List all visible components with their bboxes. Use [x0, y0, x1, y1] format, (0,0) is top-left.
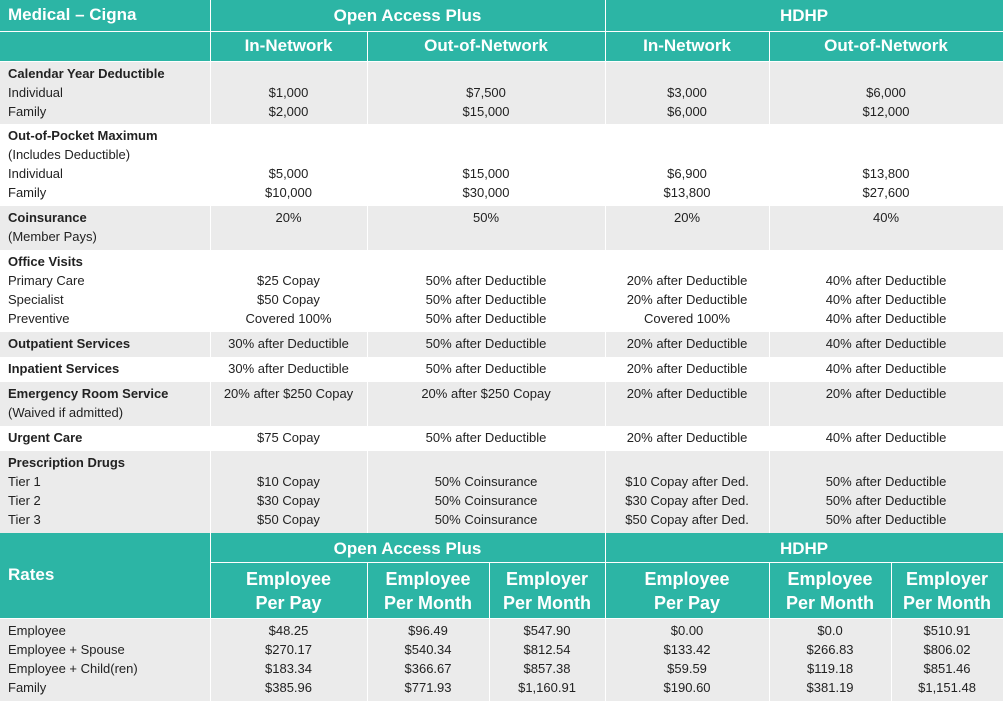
benefit-value-cell — [769, 426, 1003, 451]
benefit-row — [0, 426, 1003, 451]
benefit-label — [0, 382, 210, 426]
benefit-value-cell — [210, 426, 367, 451]
rates-title: Rates — [0, 533, 210, 618]
benefit-value-cell — [367, 124, 605, 206]
benefit-value: 50% after Deductible — [825, 493, 947, 508]
benefit-row — [0, 250, 1003, 332]
rate-value-cell — [605, 618, 769, 701]
benefit-value-cell — [367, 332, 605, 357]
benefit-value-cell — [769, 124, 1003, 206]
rates-row — [0, 618, 1003, 701]
benefit-label — [0, 426, 210, 451]
benefit-value-cell — [769, 61, 1003, 124]
benefit-label — [0, 124, 210, 206]
benefit-label — [0, 332, 210, 357]
benefit-value-cell — [605, 206, 769, 250]
rate-column-header-line: Per Pay — [255, 592, 322, 613]
rate-value: $1,151.48 — [918, 679, 976, 695]
rate-value: $381.19 — [806, 679, 854, 695]
benefit-value-cell — [367, 382, 605, 426]
benefit-value: $6,000 — [866, 84, 906, 100]
benefit-label-line: Family — [8, 103, 47, 119]
rate-value: $366.67 — [404, 660, 452, 676]
benefit-value: 40% after Deductible — [825, 361, 947, 376]
rate-value: $0.00 — [670, 622, 704, 638]
rate-tier-label: Family — [8, 679, 47, 695]
rate-column-header — [367, 562, 489, 618]
network-label: In-Network — [210, 31, 367, 61]
benefit-row — [0, 61, 1003, 124]
medical-title: Medical – Cigna — [0, 0, 210, 31]
network-label: Out-of-Network — [769, 31, 1003, 61]
benefit-value: 50% after Deductible — [425, 336, 547, 351]
benefit-value-cell — [367, 61, 605, 124]
benefit-value: $2,000 — [268, 103, 309, 119]
rate-value: $812.54 — [523, 641, 571, 657]
rate-value-cell — [891, 618, 1003, 701]
benefit-value: 30% after Deductible — [228, 361, 349, 376]
benefit-value: 40% after Deductible — [825, 292, 947, 307]
rate-column-header-line: Per Pay — [654, 592, 721, 613]
benefit-label-line: Inpatient Services — [8, 361, 120, 376]
benefit-value: 20% after $250 Copay — [421, 386, 551, 401]
value-spacer — [211, 145, 367, 164]
benefit-label-line: Tier 2 — [8, 493, 41, 508]
rate-column-header — [891, 562, 1003, 618]
value-spacer — [606, 126, 769, 145]
benefit-label — [0, 250, 210, 332]
benefit-value: $13,800 — [862, 166, 910, 181]
benefit-label — [0, 61, 210, 124]
benefit-value: $6,000 — [667, 103, 707, 119]
rate-value: $510.91 — [923, 622, 971, 638]
benefit-label-line: Specialist — [8, 292, 64, 307]
benefit-value-cell — [210, 382, 367, 426]
benefit-label-line: Office Visits — [8, 254, 83, 269]
benefit-value: $10,000 — [265, 185, 312, 200]
network-label: Out-of-Network — [367, 31, 605, 61]
rate-value: $119.18 — [807, 660, 854, 676]
benefit-value: 20% — [674, 210, 701, 225]
rate-value: $771.93 — [404, 679, 452, 695]
benefit-value: 20% after Deductible — [626, 361, 748, 376]
rate-value: $851.46 — [923, 660, 971, 676]
benefit-value: $50 Copay — [257, 292, 320, 307]
plan-name-hdhp: HDHP — [605, 0, 1003, 31]
benefit-label-line: Out-of-Pocket Maximum — [8, 128, 158, 143]
header-spacer — [0, 31, 210, 61]
benefit-label-line: Calendar Year Deductible — [8, 65, 165, 81]
benefit-label-line: Outpatient Services — [8, 336, 131, 351]
rate-value: $266.83 — [806, 641, 854, 657]
benefit-value: $30 Copay after Ded. — [625, 493, 749, 508]
benefit-value: $30 Copay — [257, 493, 320, 508]
rate-column-header — [489, 562, 605, 618]
benefit-value: $1,000 — [268, 84, 309, 100]
rate-column-header-line: Per Month — [786, 592, 875, 613]
rate-value: $96.49 — [408, 622, 448, 638]
plan-name-hdhp: HDHP — [605, 533, 1003, 562]
benefit-value-cell — [210, 357, 367, 382]
benefit-value: 40% after Deductible — [825, 430, 947, 445]
benefit-value: Covered 100% — [245, 311, 332, 326]
rates-header-row — [0, 533, 1003, 562]
benefit-value-cell — [210, 250, 367, 332]
benefit-row — [0, 382, 1003, 426]
benefit-value-cell — [210, 206, 367, 250]
value-spacer — [770, 145, 1003, 164]
benefit-label-line: Coinsurance — [8, 210, 87, 225]
rate-value: $540.34 — [404, 641, 452, 657]
rate-column-header-line: Employer — [906, 568, 989, 589]
benefit-label — [0, 451, 210, 533]
rate-tier-label: Employee — [8, 622, 66, 638]
rate-column-header — [210, 562, 367, 618]
benefit-value: 40% after Deductible — [825, 311, 947, 326]
benefit-value-cell — [769, 206, 1003, 250]
benefit-value: $75 Copay — [257, 430, 320, 445]
benefit-value-cell — [367, 426, 605, 451]
benefit-value: 50% after Deductible — [425, 430, 547, 445]
benefit-label-line: Preventive — [8, 311, 70, 326]
benefit-value-cell — [210, 332, 367, 357]
benefit-value: $10 Copay — [257, 474, 320, 489]
value-spacer — [368, 145, 605, 164]
rate-value: $270.17 — [265, 641, 312, 657]
value-spacer — [770, 64, 1003, 83]
rate-value: $857.38 — [523, 660, 571, 676]
benefit-row — [0, 206, 1003, 250]
benefit-value: $10 Copay after Ded. — [625, 474, 749, 489]
benefit-value: $12,000 — [862, 103, 910, 119]
value-spacer — [211, 64, 367, 83]
benefit-label — [0, 357, 210, 382]
benefit-value-cell — [367, 206, 605, 250]
network-label: In-Network — [605, 31, 769, 61]
rate-column-header-line: Employer — [506, 568, 589, 589]
benefit-value-cell — [605, 61, 769, 124]
benefit-label-line: Urgent Care — [8, 430, 83, 445]
rate-column-header-line: Per Month — [503, 592, 592, 613]
benefit-value-cell — [769, 332, 1003, 357]
rate-value: $1,160.91 — [518, 679, 576, 695]
rate-value: $547.90 — [523, 622, 571, 638]
network-header-row — [0, 31, 1003, 61]
rate-value: $59.59 — [667, 660, 707, 676]
value-spacer — [770, 252, 1003, 271]
value-spacer — [606, 252, 769, 271]
rate-value-cell — [769, 618, 891, 701]
value-spacer — [211, 126, 367, 145]
benefit-label-line: Individual — [8, 84, 63, 100]
benefit-value-cell — [605, 426, 769, 451]
benefit-value-cell — [769, 250, 1003, 332]
value-spacer — [606, 64, 769, 83]
benefit-label-line: Tier 3 — [8, 512, 41, 527]
rate-column-header-line: Employee — [644, 568, 730, 589]
benefit-value: $13,800 — [663, 185, 711, 200]
benefit-value-cell — [605, 357, 769, 382]
medical-header-row — [0, 0, 1003, 31]
rate-column-header-line: Per Month — [384, 592, 472, 613]
benefit-label-line: Tier 1 — [8, 474, 41, 489]
rate-value: $48.25 — [268, 622, 309, 638]
benefit-value: $7,500 — [466, 84, 506, 100]
value-spacer — [368, 126, 605, 145]
benefit-value: 20% after Deductible — [626, 430, 748, 445]
value-spacer — [770, 126, 1003, 145]
benefit-value: $6,900 — [667, 166, 707, 181]
benefit-value-cell — [367, 357, 605, 382]
benefit-value: $5,000 — [268, 166, 309, 181]
benefit-label-line: Primary Care — [8, 273, 85, 288]
benefit-value-cell — [769, 451, 1003, 533]
benefit-value: 20% after Deductible — [825, 386, 947, 401]
benefit-value: $50 Copay — [257, 512, 320, 527]
benefit-value-cell — [605, 451, 769, 533]
benefit-value-cell — [605, 382, 769, 426]
benefit-value: 50% after Deductible — [425, 311, 547, 326]
benefit-value-cell — [210, 124, 367, 206]
rate-value: $0.0 — [817, 622, 843, 638]
rate-value: $385.96 — [265, 679, 312, 695]
benefit-value-cell — [605, 332, 769, 357]
rate-column-header-line: Employee — [385, 568, 471, 589]
benefit-label-line: (Includes Deductible) — [8, 147, 131, 162]
benefit-value: 50% — [473, 210, 500, 225]
benefit-value-cell — [769, 382, 1003, 426]
benefit-value-cell — [210, 451, 367, 533]
benefit-label-line: Emergency Room Service — [8, 386, 169, 401]
benefit-value: 50% Coinsurance — [434, 512, 538, 527]
benefit-row — [0, 124, 1003, 206]
benefit-value: 20% after Deductible — [626, 292, 748, 307]
benefit-value: 20% after $250 Copay — [223, 386, 354, 401]
benefit-value: 50% after Deductible — [425, 292, 547, 307]
rate-tier-label: Employee + Child(ren) — [8, 660, 138, 676]
value-spacer — [606, 453, 769, 472]
rate-value: $183.34 — [265, 660, 312, 676]
rate-value: $133.42 — [663, 641, 711, 657]
rate-value-cell — [210, 618, 367, 701]
rate-column-header-line: Employee — [245, 568, 332, 589]
benefit-value: $3,000 — [667, 84, 707, 100]
rate-column-header-line: Employee — [787, 568, 873, 589]
rate-column-header — [769, 562, 891, 618]
benefit-value: $25 Copay — [257, 273, 320, 288]
rate-value: $190.60 — [663, 679, 711, 695]
value-spacer — [770, 453, 1003, 472]
plan-name-open-access-plus: Open Access Plus — [210, 0, 605, 31]
benefit-label-line: (Member Pays) — [8, 229, 97, 244]
benefit-value: $27,600 — [862, 185, 910, 200]
benefit-value: $30,000 — [462, 185, 510, 200]
value-spacer — [606, 145, 769, 164]
value-spacer — [368, 453, 605, 472]
benefit-value: 20% after Deductible — [626, 386, 748, 401]
benefit-row — [0, 332, 1003, 357]
benefit-value: 50% after Deductible — [825, 512, 947, 527]
benefit-value: 50% after Deductible — [825, 474, 947, 489]
benefit-value: 50% after Deductible — [425, 273, 547, 288]
benefit-value: $15,000 — [462, 103, 510, 119]
benefit-label-line: (Waived if admitted) — [8, 405, 124, 420]
value-spacer — [211, 453, 367, 472]
rate-value-cell — [489, 618, 605, 701]
value-spacer — [368, 64, 605, 83]
benefit-value-cell — [769, 357, 1003, 382]
benefit-value: 50% Coinsurance — [434, 474, 538, 489]
benefit-value-cell — [367, 451, 605, 533]
benefit-value-cell — [367, 250, 605, 332]
benefit-value: $15,000 — [462, 166, 510, 181]
benefit-label — [0, 206, 210, 250]
benefit-value: 50% Coinsurance — [434, 493, 538, 508]
rate-value: $806.02 — [923, 641, 971, 657]
benefit-label-line: Prescription Drugs — [8, 455, 126, 470]
rate-tier-label: Employee + Spouse — [8, 641, 125, 657]
benefit-value: 20% after Deductible — [626, 273, 748, 288]
benefit-value-cell — [605, 250, 769, 332]
benefit-value: 30% after Deductible — [228, 336, 349, 351]
benefit-row — [0, 451, 1003, 533]
benefit-row — [0, 357, 1003, 382]
benefit-label-line: Individual — [8, 166, 63, 181]
benefit-value: 40% — [873, 210, 900, 225]
benefit-value-cell — [210, 61, 367, 124]
value-spacer — [211, 252, 367, 271]
benefit-value: 20% after Deductible — [626, 336, 748, 351]
benefit-value: Covered 100% — [644, 311, 731, 326]
benefit-value: 40% after Deductible — [825, 273, 947, 288]
plan-name-open-access-plus: Open Access Plus — [210, 533, 605, 562]
benefit-label-line: Family — [8, 185, 47, 200]
benefit-value-cell — [605, 124, 769, 206]
benefit-value: $50 Copay after Ded. — [625, 512, 749, 527]
benefit-value: 20% — [275, 210, 302, 225]
rate-column-header-line: Per Month — [903, 592, 992, 613]
benefit-value: 50% after Deductible — [425, 361, 547, 376]
value-spacer — [368, 252, 605, 271]
benefit-value: 40% after Deductible — [825, 336, 947, 351]
rate-value-cell — [367, 618, 489, 701]
rate-column-header — [605, 562, 769, 618]
rate-tier-labels — [0, 618, 210, 701]
